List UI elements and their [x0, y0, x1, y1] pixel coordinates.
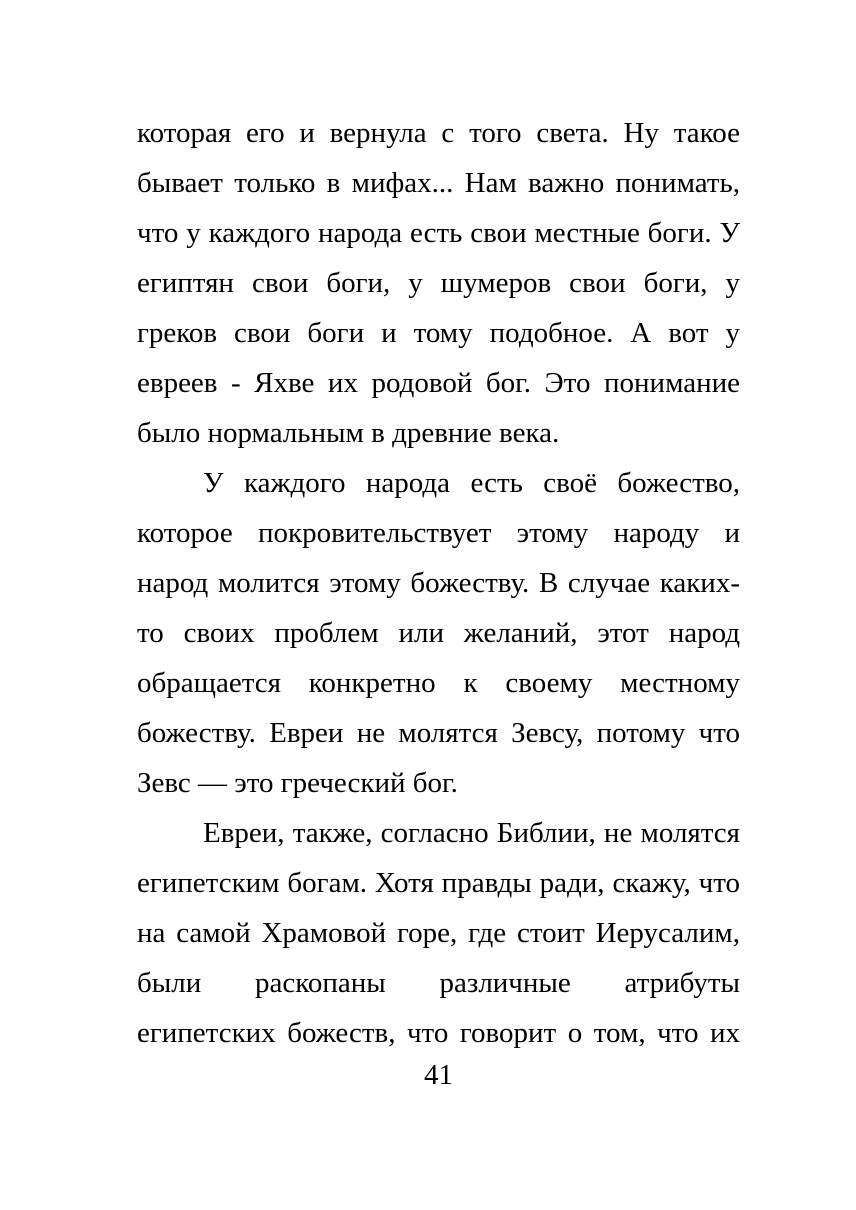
- paragraph: [137, 458, 740, 808]
- text-line: египетским богам. Хотя правды ради, скажу, что: [137, 867, 740, 899]
- text-line: бывает только в мифах... Нам важно понимать,: [137, 167, 740, 199]
- text-line: Евреи, также, согласно Библии, не молятся: [203, 817, 740, 849]
- paragraph: [137, 808, 740, 1058]
- text-line: которое покровительствует этому народу и: [137, 517, 740, 549]
- page-number: 41: [424, 1059, 453, 1091]
- text-line: Зевс — это греческий бог.: [137, 767, 458, 799]
- text-line: евреев - Яхве их родовой бог. Это понимание: [137, 367, 740, 399]
- text-line: обращается конкретно к своему местному: [137, 667, 740, 699]
- text-line: народ молится этому божеству. В случае каких-: [137, 567, 740, 599]
- text-line: божеству. Евреи не молятся Зевсу, потому что: [137, 717, 740, 749]
- text-line: которая его и вернула с того света. Ну такое: [137, 117, 740, 149]
- text-line: было нормальным в древние века.: [137, 417, 560, 449]
- text-line: У каждого народа есть своё божество,: [203, 467, 740, 499]
- text-line: были раскопаны различные атрибуты: [137, 967, 740, 999]
- text-block: [137, 108, 740, 1058]
- paragraph: [137, 108, 740, 458]
- text-line: что у каждого народа есть свои местные боги. У: [137, 217, 740, 249]
- text-line: на самой Храмовой горе, где стоит Иерусалим,: [137, 917, 740, 949]
- text-line: египтян свои боги, у шумеров свои боги, у: [137, 267, 740, 299]
- text-line: то своих проблем или желаний, этот народ: [137, 617, 740, 649]
- text-line: египетских божеств, что говорит о том, что их: [137, 1017, 740, 1049]
- text-line: греков свои боги и тому подобное. А вот у: [137, 317, 740, 349]
